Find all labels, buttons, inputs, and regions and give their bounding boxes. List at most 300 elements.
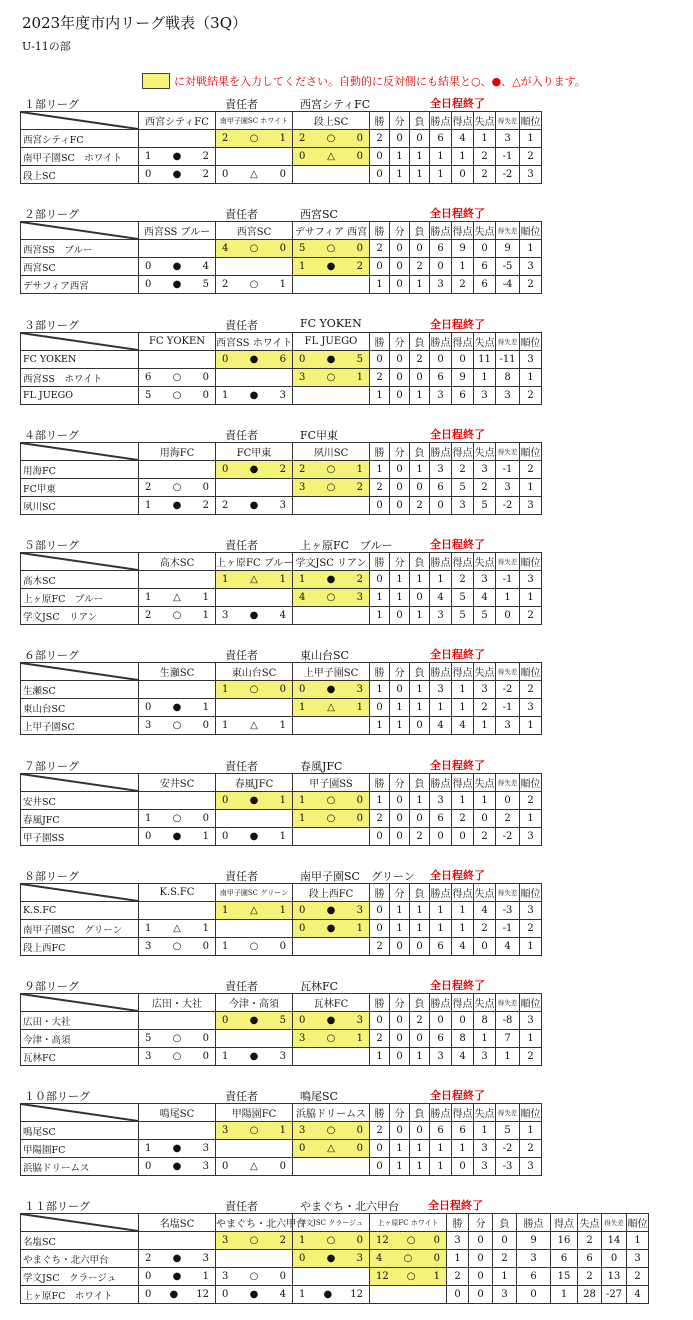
score-input-cell[interactable] xyxy=(216,1012,293,1030)
stat-header: 順位 xyxy=(520,1104,542,1122)
league-name: １０部リーグ xyxy=(24,1090,90,1103)
self-match-cell xyxy=(216,920,293,938)
goals-for: 3 xyxy=(299,372,306,383)
stat-value: 6 xyxy=(452,387,474,405)
stat-value: 1 xyxy=(452,920,474,938)
goals-against: 12 xyxy=(196,1289,209,1300)
goals-for: 2 xyxy=(145,610,152,621)
result-lose-icon xyxy=(170,261,184,272)
result-win-icon xyxy=(324,592,338,603)
self-match-cell xyxy=(139,461,216,479)
result-draw-icon xyxy=(247,905,261,916)
stat-value: 3 xyxy=(430,1048,452,1066)
stat-value: 1 xyxy=(474,1030,496,1048)
goals-for: 6 xyxy=(145,372,152,383)
score-input-cell[interactable] xyxy=(293,902,370,920)
stat-value: 1 xyxy=(410,1140,430,1158)
goals-against: 3 xyxy=(356,592,363,603)
stat-value: 3 xyxy=(474,1140,496,1158)
stat-value: 2 xyxy=(520,276,542,294)
stat-header: 失点 xyxy=(474,112,496,130)
goals-against: 2 xyxy=(202,151,209,162)
league-table xyxy=(20,221,542,294)
opponent-header: 学文JSC クラージュ xyxy=(293,1214,370,1232)
score-cell xyxy=(139,479,216,497)
stat-value: -1 xyxy=(496,920,520,938)
score-input-cell[interactable] xyxy=(293,681,370,699)
score-cell xyxy=(139,1048,216,1066)
table-row xyxy=(21,717,542,735)
stat-value: 4 xyxy=(474,589,496,607)
self-match-cell xyxy=(139,792,216,810)
stat-value: 0 xyxy=(410,369,430,387)
stat-header: 勝 xyxy=(370,222,390,240)
goals-against: 12 xyxy=(350,1289,363,1300)
responsible-team: FC甲東 xyxy=(300,429,339,442)
stat-value: 6 xyxy=(551,1250,578,1268)
opponent-header: FC YOKEN xyxy=(139,333,216,351)
stat-header: 得失差 xyxy=(496,884,520,902)
league-status: 全日程終了 xyxy=(430,538,485,551)
stat-value: 1 xyxy=(390,148,410,166)
result-win-icon xyxy=(170,813,184,824)
stat-value: 1 xyxy=(410,148,430,166)
stat-value: 1 xyxy=(390,717,410,735)
stat-value: 2 xyxy=(474,920,496,938)
result-win-icon xyxy=(324,1033,338,1044)
stat-value: 1 xyxy=(410,387,430,405)
score-cell xyxy=(216,607,293,625)
self-match-cell xyxy=(293,717,370,735)
stat-value: 3 xyxy=(430,387,452,405)
team-name: デサフィア西宮 xyxy=(21,276,139,294)
stat-value: 8 xyxy=(496,369,520,387)
stat-header: 失点 xyxy=(474,333,496,351)
stat-value: 1 xyxy=(390,166,410,184)
self-match-cell xyxy=(216,810,293,828)
score-cell xyxy=(216,1286,293,1304)
stat-header: 順位 xyxy=(520,663,542,681)
goals-against: 2 xyxy=(279,1235,286,1246)
team-name: 西宮SS ブルー xyxy=(21,240,139,258)
stat-header: 勝点 xyxy=(430,774,452,792)
score-input-cell[interactable] xyxy=(370,1250,447,1268)
stat-value: 0 xyxy=(370,699,390,717)
stat-value: 2 xyxy=(520,387,542,405)
opponent-header: デサフィア 西宮 xyxy=(293,222,370,240)
stat-value: 1 xyxy=(410,461,430,479)
self-match-cell xyxy=(293,276,370,294)
stat-header: 順位 xyxy=(520,994,542,1012)
stat-value: 5 xyxy=(452,479,474,497)
stat-value: 1 xyxy=(452,258,474,276)
league-block xyxy=(20,316,590,405)
stat-value: 7 xyxy=(496,1030,520,1048)
result-lose-icon xyxy=(247,390,261,401)
self-match-cell xyxy=(293,497,370,515)
league-header xyxy=(20,1087,590,1103)
stat-header: 順位 xyxy=(520,884,542,902)
responsible-label: 責任者 xyxy=(225,1090,258,1103)
goals-for: 0 xyxy=(145,261,152,272)
stat-value: 0 xyxy=(390,497,410,515)
goals-for: 4 xyxy=(222,243,229,254)
result-lose-icon xyxy=(324,923,338,934)
responsible-team: 西宮シティFC xyxy=(300,98,371,111)
score-cell xyxy=(139,1030,216,1048)
stat-value: 1 xyxy=(370,792,390,810)
goals-for: 2 xyxy=(299,464,306,475)
goals-for: 0 xyxy=(145,831,152,842)
stat-value: 0 xyxy=(410,1030,430,1048)
stat-header: 得失差 xyxy=(496,443,520,461)
stat-value: 2 xyxy=(578,1268,602,1286)
stat-value: -1 xyxy=(496,148,520,166)
table-row xyxy=(21,938,542,956)
stat-header: 分 xyxy=(390,553,410,571)
team-name: 夙川SC xyxy=(21,497,139,515)
score-cell xyxy=(139,1158,216,1176)
score-input-cell[interactable] xyxy=(293,810,370,828)
table-row xyxy=(21,276,542,294)
score-input-cell[interactable] xyxy=(293,1232,370,1250)
goals-against: 1 xyxy=(279,795,286,806)
score-input-cell[interactable] xyxy=(216,461,293,479)
goals-against: 0 xyxy=(433,1253,440,1264)
score-cell xyxy=(216,1158,293,1176)
result-win-icon xyxy=(324,133,338,144)
stat-value: 9 xyxy=(452,369,474,387)
score-input-cell[interactable] xyxy=(293,148,370,166)
stat-value: 2 xyxy=(496,810,520,828)
score-input-cell[interactable] xyxy=(293,369,370,387)
goals-against: 0 xyxy=(433,1235,440,1246)
stat-header: 分 xyxy=(390,333,410,351)
self-match-cell xyxy=(216,479,293,497)
result-lose-icon xyxy=(247,500,261,511)
goals-for: 0 xyxy=(222,464,229,475)
table-row xyxy=(21,902,542,920)
stat-value: 2 xyxy=(410,351,430,369)
goals-for: 5 xyxy=(299,243,306,254)
stat-value: 3 xyxy=(474,461,496,479)
stat-header: 得点 xyxy=(452,112,474,130)
opponent-header: 広田・大社 xyxy=(139,994,216,1012)
score-input-cell[interactable] xyxy=(216,792,293,810)
score-input-cell[interactable] xyxy=(293,1030,370,1048)
goals-against: 1 xyxy=(202,702,209,713)
stat-value: 3 xyxy=(430,607,452,625)
stat-value: 1 xyxy=(410,699,430,717)
stat-value: 1 xyxy=(447,1250,469,1268)
stat-value: 1 xyxy=(430,920,452,938)
team-name: 上ヶ原FC ブルー xyxy=(21,589,139,607)
score-input-cell[interactable] xyxy=(293,240,370,258)
stat-value: 4 xyxy=(496,938,520,956)
responsible-team: 東山台SC xyxy=(300,649,349,662)
stat-value: 28 xyxy=(578,1286,602,1304)
score-input-cell[interactable] xyxy=(293,258,370,276)
result-draw-icon xyxy=(170,923,184,934)
goals-for: 2 xyxy=(222,133,229,144)
responsible-label: 責任者 xyxy=(225,319,258,332)
goals-against: 0 xyxy=(202,1051,209,1062)
stat-value: 1 xyxy=(452,699,474,717)
opponent-header: 生瀬SC xyxy=(139,663,216,681)
stat-value: 0 xyxy=(370,1140,390,1158)
stat-value: 0 xyxy=(390,607,410,625)
stat-value: 6 xyxy=(430,1030,452,1048)
score-input-cell[interactable] xyxy=(216,571,293,589)
score-input-cell[interactable] xyxy=(216,1232,293,1250)
goals-for: 3 xyxy=(222,1271,229,1282)
stat-header: 勝 xyxy=(370,553,390,571)
goals-for: 1 xyxy=(145,1143,152,1154)
score-input-cell[interactable] xyxy=(293,1140,370,1158)
team-name: 春風JFC xyxy=(21,810,139,828)
score-input-cell[interactable] xyxy=(293,461,370,479)
team-name: 名塩SC xyxy=(21,1232,139,1250)
goals-for: 0 xyxy=(145,1271,152,1282)
goals-against: 0 xyxy=(356,243,363,254)
goals-against: 0 xyxy=(356,133,363,144)
team-name: 安井SC xyxy=(21,792,139,810)
league-table xyxy=(20,662,542,735)
goals-for: 3 xyxy=(145,1051,152,1062)
stat-value: 2 xyxy=(370,938,390,956)
stat-value: 1 xyxy=(452,148,474,166)
team-name: 段上西FC xyxy=(21,938,139,956)
stat-value: 0 xyxy=(390,1048,410,1066)
stat-value: 2 xyxy=(452,461,474,479)
result-win-icon xyxy=(170,482,184,493)
stat-header: 得失差 xyxy=(496,663,520,681)
score-cell xyxy=(139,276,216,294)
stat-value: 3 xyxy=(520,497,542,515)
stat-value: 6 xyxy=(474,276,496,294)
result-lose-icon xyxy=(170,1271,184,1282)
opponent-header: 学文JSC リアン xyxy=(293,553,370,571)
league-status: 全日程終了 xyxy=(430,979,485,992)
stat-value: 0 xyxy=(370,1012,390,1030)
league-block xyxy=(20,867,590,956)
stat-value: 0 xyxy=(517,1286,551,1304)
goals-for: 12 xyxy=(376,1235,389,1246)
league-name: ３部リーグ xyxy=(24,319,79,332)
goals-for: 3 xyxy=(222,1125,229,1136)
team-name: 上ヶ原FC ホワイト xyxy=(21,1286,139,1304)
goals-for: 0 xyxy=(222,354,229,365)
league-header xyxy=(20,95,590,111)
score-input-cell[interactable] xyxy=(293,351,370,369)
stat-value: 0 xyxy=(452,166,474,184)
score-cell xyxy=(216,717,293,735)
result-draw-icon xyxy=(324,151,338,162)
team-name: 南甲子園SC グリーン xyxy=(21,920,139,938)
result-win-icon xyxy=(324,243,338,254)
stat-value: 1 xyxy=(430,699,452,717)
table-row xyxy=(21,1250,649,1268)
stat-value: 1 xyxy=(370,387,390,405)
goals-for: 0 xyxy=(299,151,306,162)
responsible-label: 責任者 xyxy=(225,1200,258,1213)
result-draw-icon xyxy=(247,1161,261,1172)
league-table xyxy=(20,552,542,625)
responsible-team: FC YOKEN xyxy=(300,317,362,330)
goals-for: 5 xyxy=(145,390,152,401)
score-cell xyxy=(216,497,293,515)
score-input-cell[interactable] xyxy=(370,1232,447,1250)
stat-value: 2 xyxy=(520,1140,542,1158)
league-table xyxy=(20,111,542,184)
goals-against: 0 xyxy=(202,813,209,824)
stat-value: 3 xyxy=(520,166,542,184)
score-input-cell[interactable] xyxy=(216,130,293,148)
goals-for: 1 xyxy=(145,500,152,511)
stat-value: 1 xyxy=(410,607,430,625)
corner-cell xyxy=(21,553,139,571)
goals-against: 1 xyxy=(356,1033,363,1044)
stat-value: 1 xyxy=(370,607,390,625)
stat-value: 0 xyxy=(390,240,410,258)
score-cell xyxy=(216,276,293,294)
score-input-cell[interactable] xyxy=(293,792,370,810)
stat-value: 1 xyxy=(452,902,474,920)
score-input-cell[interactable] xyxy=(293,571,370,589)
opponent-header: 甲陽園FC xyxy=(216,1104,293,1122)
result-lose-icon xyxy=(170,500,184,511)
stat-value: 3 xyxy=(430,681,452,699)
score-input-cell[interactable] xyxy=(216,351,293,369)
stat-value: 5 xyxy=(496,1122,520,1140)
stat-value: -3 xyxy=(496,902,520,920)
goals-against: 0 xyxy=(279,1271,286,1282)
responsible-team: 西宮SC xyxy=(300,208,338,221)
stat-value: 3 xyxy=(517,1250,551,1268)
stat-value: 2 xyxy=(474,699,496,717)
stat-value: 0 xyxy=(452,351,474,369)
result-draw-icon xyxy=(324,702,338,713)
opponent-header: 上ヶ原FC ホワイト xyxy=(370,1214,447,1232)
score-input-cell[interactable] xyxy=(293,1250,370,1268)
league-header xyxy=(20,977,590,993)
score-input-cell[interactable] xyxy=(370,1268,447,1286)
stat-value: 0 xyxy=(370,571,390,589)
opponent-header: やまぐち・北六甲台 xyxy=(216,1214,293,1232)
self-match-cell xyxy=(139,351,216,369)
goals-for: 3 xyxy=(145,941,152,952)
table-row xyxy=(21,1012,542,1030)
stat-header: 失点 xyxy=(474,994,496,1012)
result-win-icon xyxy=(170,390,184,401)
score-input-cell[interactable] xyxy=(293,589,370,607)
self-match-cell xyxy=(139,130,216,148)
self-match-cell xyxy=(293,1158,370,1176)
stat-value: 2 xyxy=(520,792,542,810)
result-draw-icon xyxy=(324,1143,338,1154)
goals-against: 1 xyxy=(356,923,363,934)
stat-value: 0 xyxy=(390,387,410,405)
score-input-cell[interactable] xyxy=(216,902,293,920)
stat-header: 失点 xyxy=(474,553,496,571)
responsible-label: 責任者 xyxy=(225,98,258,111)
result-lose-icon xyxy=(324,574,338,585)
score-input-cell[interactable] xyxy=(293,699,370,717)
score-input-cell[interactable] xyxy=(293,920,370,938)
stat-value: 6 xyxy=(430,479,452,497)
stat-value: 4 xyxy=(430,717,452,735)
stat-value: -11 xyxy=(496,351,520,369)
result-win-icon xyxy=(324,1235,338,1246)
stat-value: 2 xyxy=(520,607,542,625)
opponent-header: FL JUEGO xyxy=(293,333,370,351)
score-cell xyxy=(139,387,216,405)
score-input-cell[interactable] xyxy=(293,130,370,148)
score-input-cell[interactable] xyxy=(293,1122,370,1140)
team-name: 浜脇ドリームス xyxy=(21,1158,139,1176)
stat-value: 2 xyxy=(520,1048,542,1066)
score-input-cell[interactable] xyxy=(216,1122,293,1140)
responsible-team: 瓦林FC xyxy=(300,980,339,993)
table-row xyxy=(21,792,542,810)
table-row xyxy=(21,1030,542,1048)
stat-header: 得失差 xyxy=(496,553,520,571)
league-table xyxy=(20,1213,649,1304)
result-lose-icon xyxy=(170,151,184,162)
corner-cell xyxy=(21,443,139,461)
league-name: ４部リーグ xyxy=(24,429,79,442)
league-header xyxy=(20,536,590,552)
score-input-cell[interactable] xyxy=(293,1012,370,1030)
goals-against: 3 xyxy=(356,1015,363,1026)
score-cell xyxy=(139,717,216,735)
score-input-cell[interactable] xyxy=(216,240,293,258)
stat-value: 1 xyxy=(452,681,474,699)
score-input-cell[interactable] xyxy=(293,479,370,497)
goals-against: 1 xyxy=(279,905,286,916)
goals-for: 3 xyxy=(299,482,306,493)
team-name: 高木SC xyxy=(21,571,139,589)
score-cell xyxy=(139,1268,216,1286)
table-row xyxy=(21,240,542,258)
stat-value: 2 xyxy=(370,1030,390,1048)
league-name: ５部リーグ xyxy=(24,539,79,552)
stat-value: 0 xyxy=(469,1286,493,1304)
score-input-cell[interactable] xyxy=(216,681,293,699)
stat-header: 勝 xyxy=(370,112,390,130)
stat-value: 0 xyxy=(390,828,410,846)
self-match-cell xyxy=(139,1122,216,1140)
goals-against: 3 xyxy=(356,1253,363,1264)
stat-value: 0 xyxy=(390,351,410,369)
result-win-icon xyxy=(170,1051,184,1062)
score-cell xyxy=(216,828,293,846)
result-lose-icon xyxy=(247,610,261,621)
stat-header: 勝 xyxy=(370,333,390,351)
stat-value: 3 xyxy=(520,1158,542,1176)
stat-header: 分 xyxy=(390,443,410,461)
stat-value: 0 xyxy=(430,258,452,276)
stat-header: 得点 xyxy=(452,333,474,351)
stat-value: 1 xyxy=(452,792,474,810)
result-draw-icon xyxy=(247,169,261,180)
stat-value: 1 xyxy=(520,1122,542,1140)
stat-header: 勝点 xyxy=(430,112,452,130)
stat-value: -5 xyxy=(496,258,520,276)
opponent-header: 西宮シティFC xyxy=(139,112,216,130)
goals-for: 0 xyxy=(222,169,229,180)
goals-against: 0 xyxy=(356,151,363,162)
